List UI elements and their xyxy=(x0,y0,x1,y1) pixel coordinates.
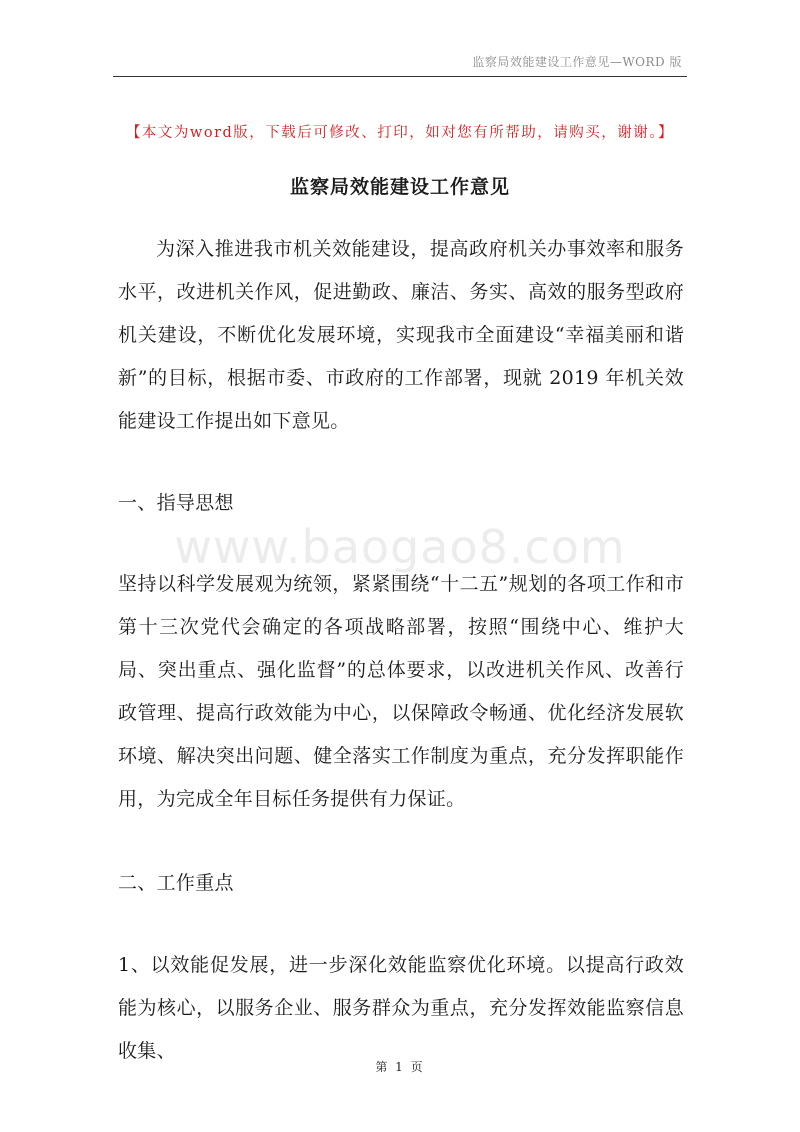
download-notice: 【本文为word版，下载后可修改、打印，如对您有所帮助，请购买，谢谢。】 xyxy=(125,125,675,141)
site-watermark: www.baogao8.com xyxy=(174,520,626,574)
work-focus-item-1: 1、以效能促发展，进一步深化效能监察优化环境。以提高行政效能为核心，以服务企业、服务群众为重点，充分发挥效能监察信息收集、 xyxy=(118,954,684,1062)
section-heading-work-focus: 二、工作重点 xyxy=(118,872,234,894)
section-heading-guiding-ideology: 一、指导思想 xyxy=(118,492,234,514)
intro-paragraph: 为深入推进我市机关效能建设，提高政府机关办事效率和服务水平，改进机关作风，促进勤政、廉洁、务实、高效的服务型政府机关建设，不断优化发展环境，实现我市全面建设“幸福美丽和谐新”的目标，根据市委、市政府的工作部署，现就 2019 年机关效能建设工作提出如下意见。 xyxy=(118,238,684,432)
header-divider xyxy=(113,76,687,77)
page-number: 第 1 页 xyxy=(375,1060,425,1074)
document-title: 监察局效能建设工作意见 xyxy=(289,176,510,198)
running-header: 监察局效能建设工作意见—WORD 版 xyxy=(472,55,682,69)
guiding-ideology-paragraph: 坚持以科学发展观为统领，紧紧围绕“十二五”规划的各项工作和市第十三次党代会确定的各项战略部署，按照“围绕中心、维护大局、突出重点、强化监督”的总体要求，以改进机关作风、改善行政管理、提高行政效能为中心，以保障政令畅通、优化经济发展软环境、解决突出问题、健全落实工作制度为重点，充分发挥职能作用，为完成全年目标任务提供有力保证。 xyxy=(118,573,684,810)
